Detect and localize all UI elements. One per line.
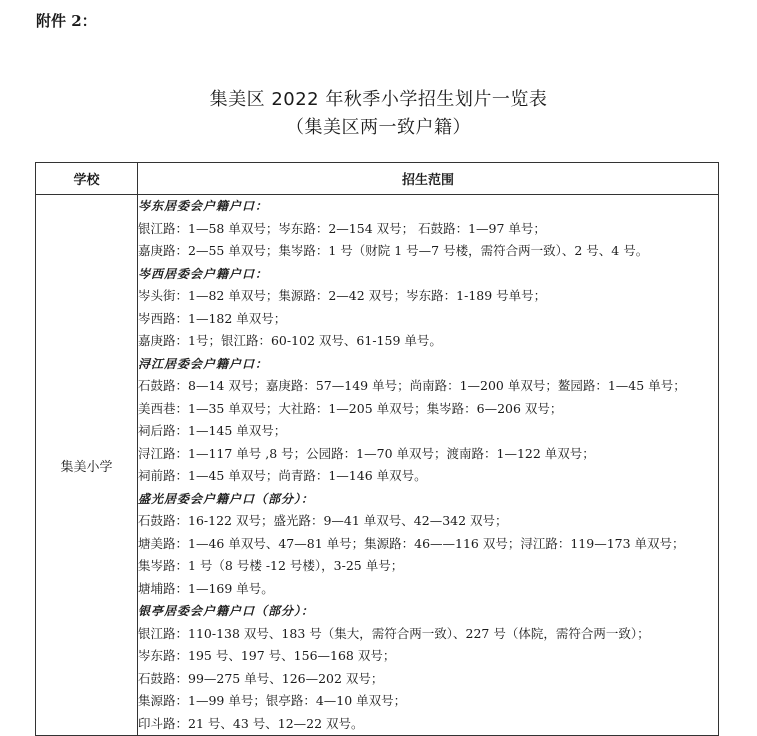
street-range-line: 印斗路：21 号、43 号、12—22 双号。 [138, 715, 364, 731]
page-title: 集美区 2022 年秋季小学招生划片一览表 [209, 89, 548, 110]
header-school: 学校 [36, 163, 138, 195]
street-range-line: 岑西路：1—182 单双号； [138, 310, 287, 326]
street-range-line: 石鼓路：8—14 双号；嘉庚路：57—149 单号；尚南路：1—200 单双号；鳌园路：1—45 单号； [138, 378, 686, 393]
range-lines [138, 195, 718, 735]
street-range-line: 石鼓路：99—275 单号、126—202 双号； [138, 670, 384, 686]
committee-heading: 岑东居委会户籍户口： [138, 199, 269, 213]
street-range-line: 集源路：1—99 单号；银亭路：4—10 单双号； [138, 693, 407, 708]
school-name-cell: 集美小学 [36, 195, 138, 736]
enrollment-zone-table [35, 162, 719, 736]
committee-heading: 浔江居委会户籍户口： [138, 356, 269, 371]
street-range-line: 嘉庚路：1号；银江路：60-102 双号、61-159 单号。 [138, 333, 442, 348]
street-range-line: 祠前路：1—45 单双号；尚青路：1—146 单双号。 [138, 468, 427, 483]
committee-heading: 岑西居委会户籍户口： [138, 266, 269, 281]
header-range: 招生范围 [138, 163, 719, 195]
street-range-line: 祠后路：1—145 单双号； [138, 423, 287, 438]
table-row [36, 195, 719, 736]
street-range-line: 石鼓路：16-122 双号；盛光路：9—41 单双号、42—342 双号； [138, 513, 508, 528]
street-range-line: 浔江路：1—117 单号 ,8 号；公园路：1—70 单双号；渡南路：1—122 单双号； [138, 445, 595, 461]
page-subtitle: （集美区两一致户籍） [286, 117, 471, 138]
street-range-line: 银江路：110-138 双号、183 号（集大，需符合两一致）、227 号（体院，需符合两一致）； [138, 625, 650, 641]
street-range-line: 银江路：1—58 单双号；岑东路：2—154 双号； 石鼓路：1—97 单号； [138, 220, 546, 236]
attachment-label: 附件 2： [36, 12, 97, 30]
street-range-line: 塘美路：1—46 单双号、47—81 单号；集源路：46——116 双号；浔江路：119—173 单双号； [138, 535, 685, 551]
street-range-line: 嘉庚路：2—55 单双号；集岑路：1 号（财院 1 号—7 号楼，需符合两一致）、2 号、4 号。 [138, 243, 649, 258]
street-range-line: 美西巷：1—35 单双号；大社路：1—205 单双号；集岑路：6—206 双号； [138, 400, 563, 416]
range-cell [138, 195, 719, 736]
street-range-line: 岑头街：1—82 单双号；集源路：2—42 双号；岑东路：1-189 号单号； [138, 288, 547, 303]
committee-heading: 盛光居委会户籍户口（部分）： [138, 491, 315, 506]
street-range-line: 塘埔路：1—169 单号。 [138, 580, 274, 596]
street-range-line: 岑东路：195 号、197 号、156—168 双号； [138, 648, 396, 663]
table-header-row [36, 163, 719, 195]
street-range-line: 集岑路：1 号（8 号楼 -12 号楼），3-25 单号； [138, 558, 404, 573]
committee-heading: 银亭居委会户籍户口（部分）： [138, 604, 315, 618]
